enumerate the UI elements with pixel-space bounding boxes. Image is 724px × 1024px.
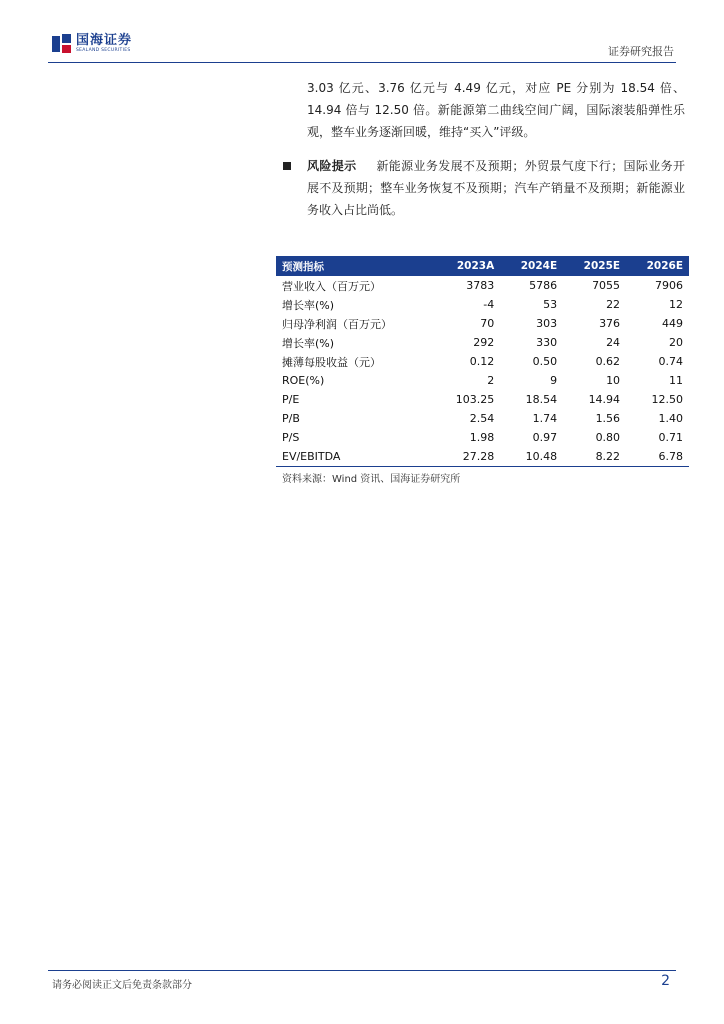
table-cell: 1.98	[469, 431, 495, 444]
risk-title: 风险提示	[307, 159, 357, 173]
table-row	[276, 371, 689, 390]
table-header-cell: 2023A	[435, 256, 501, 276]
table-cell: 103.25	[455, 393, 495, 406]
valuation-paragraph: 3.03 亿元、3.76 亿元与 4.49 亿元，对应 PE 分别为 18.54 倍、14.94 倍与 12.50 倍。新能源第二曲线空间广阔，国际滚装船弹性乐观，整车业务逐渐回暖，维持“买入”评级。	[307, 81, 685, 139]
table-cell: 1.40	[658, 412, 683, 425]
table-cell: 8.22	[563, 447, 626, 467]
table-cell: 0.12	[469, 355, 495, 368]
table-cell: 5786	[529, 279, 558, 292]
table-cell: 449	[662, 317, 683, 330]
table-cell: 2	[487, 374, 495, 387]
table-row	[276, 314, 689, 333]
table-cell: 53	[543, 298, 558, 311]
table-cell: 292	[473, 336, 495, 349]
table-cell: 0.74	[658, 355, 683, 368]
bullet-square-icon	[283, 162, 291, 170]
table-cell: P/E	[282, 393, 300, 406]
table-cell: 0.50	[532, 355, 558, 368]
table-cell: 0.97	[532, 431, 558, 444]
table-source-note: 资料来源：Wind 资讯、国海证券研究所	[282, 474, 461, 485]
table-cell: 10.48	[500, 447, 563, 467]
risk-paragraph	[307, 155, 685, 221]
table-row	[276, 333, 689, 352]
table-cell: 增长率(%)	[282, 336, 335, 350]
table-cell: 7055	[592, 279, 621, 292]
company-logo	[52, 32, 132, 56]
page-header	[48, 28, 676, 63]
table-cell: 6.78	[626, 447, 689, 467]
logo-name-cn: 国海证券	[76, 33, 133, 49]
report-type-label: 证券研究报告	[608, 45, 674, 58]
table-cell: 22	[606, 298, 621, 311]
table-cell: 0.71	[658, 431, 683, 444]
table-cell: 14.94	[588, 393, 621, 406]
table-header-cell: 2025E	[563, 256, 626, 276]
table-row	[276, 352, 689, 371]
table-cell: 12.50	[651, 393, 683, 406]
table-cell: 1.56	[595, 412, 621, 425]
table-row	[276, 390, 689, 409]
page-number: 2	[661, 973, 670, 989]
forecast-table	[276, 256, 689, 467]
table-cell: 27.28	[435, 447, 501, 467]
table-cell: 2.54	[469, 412, 495, 425]
table-cell: 18.54	[525, 393, 558, 406]
table-header-cell: 2026E	[626, 256, 689, 276]
table-cell: 303	[536, 317, 558, 330]
table-header-cell: 预测指标	[276, 256, 435, 276]
page-footer	[48, 970, 676, 991]
table-cell: 营业收入（百万元）	[282, 279, 381, 293]
table-cell: 9	[550, 374, 558, 387]
table-cell: 摊薄每股收益（元）	[282, 355, 381, 369]
table-cell: P/B	[282, 412, 300, 425]
table-cell: -4	[483, 298, 495, 311]
table-cell: 330	[536, 336, 558, 349]
table-row	[276, 409, 689, 428]
table-header-row	[276, 256, 689, 276]
table-cell: 12	[669, 298, 683, 311]
table-cell: 376	[599, 317, 621, 330]
logo-name-en: SEALAND SECURITIES	[76, 48, 131, 54]
table-cell: 3783	[466, 279, 495, 292]
table-cell: 70	[480, 317, 495, 330]
table-cell: 10	[606, 374, 621, 387]
table-cell: 0.62	[595, 355, 621, 368]
disclaimer-note: 请务必阅读正文后免责条款部分	[52, 980, 192, 991]
table-row	[276, 276, 689, 295]
table-row	[276, 447, 689, 467]
table-cell: 1.74	[532, 412, 558, 425]
table-cell: 归母净利润（百万元）	[282, 317, 392, 331]
risk-text: 新能源业务发展不及预期；外贸景气度下行；国际业务开展不及预期；整车业务恢复不及预期；汽车产销量不及预期；新能源业务收入占比尚低。	[307, 159, 685, 217]
table-cell: 增长率(%)	[282, 298, 335, 312]
table-header-cell: 2024E	[500, 256, 563, 276]
logo-mark-icon	[52, 34, 72, 54]
table-cell: 7906	[655, 279, 683, 292]
table-cell: 24	[606, 336, 621, 349]
table-cell: ROE(%)	[282, 374, 325, 387]
table-cell: 20	[669, 336, 683, 349]
table-cell: 0.80	[595, 431, 621, 444]
table-row	[276, 428, 689, 447]
table-row	[276, 295, 689, 314]
table-cell: 11	[669, 374, 683, 387]
table-cell: P/S	[282, 431, 300, 444]
table-cell: EV/EBITDA	[276, 447, 435, 467]
